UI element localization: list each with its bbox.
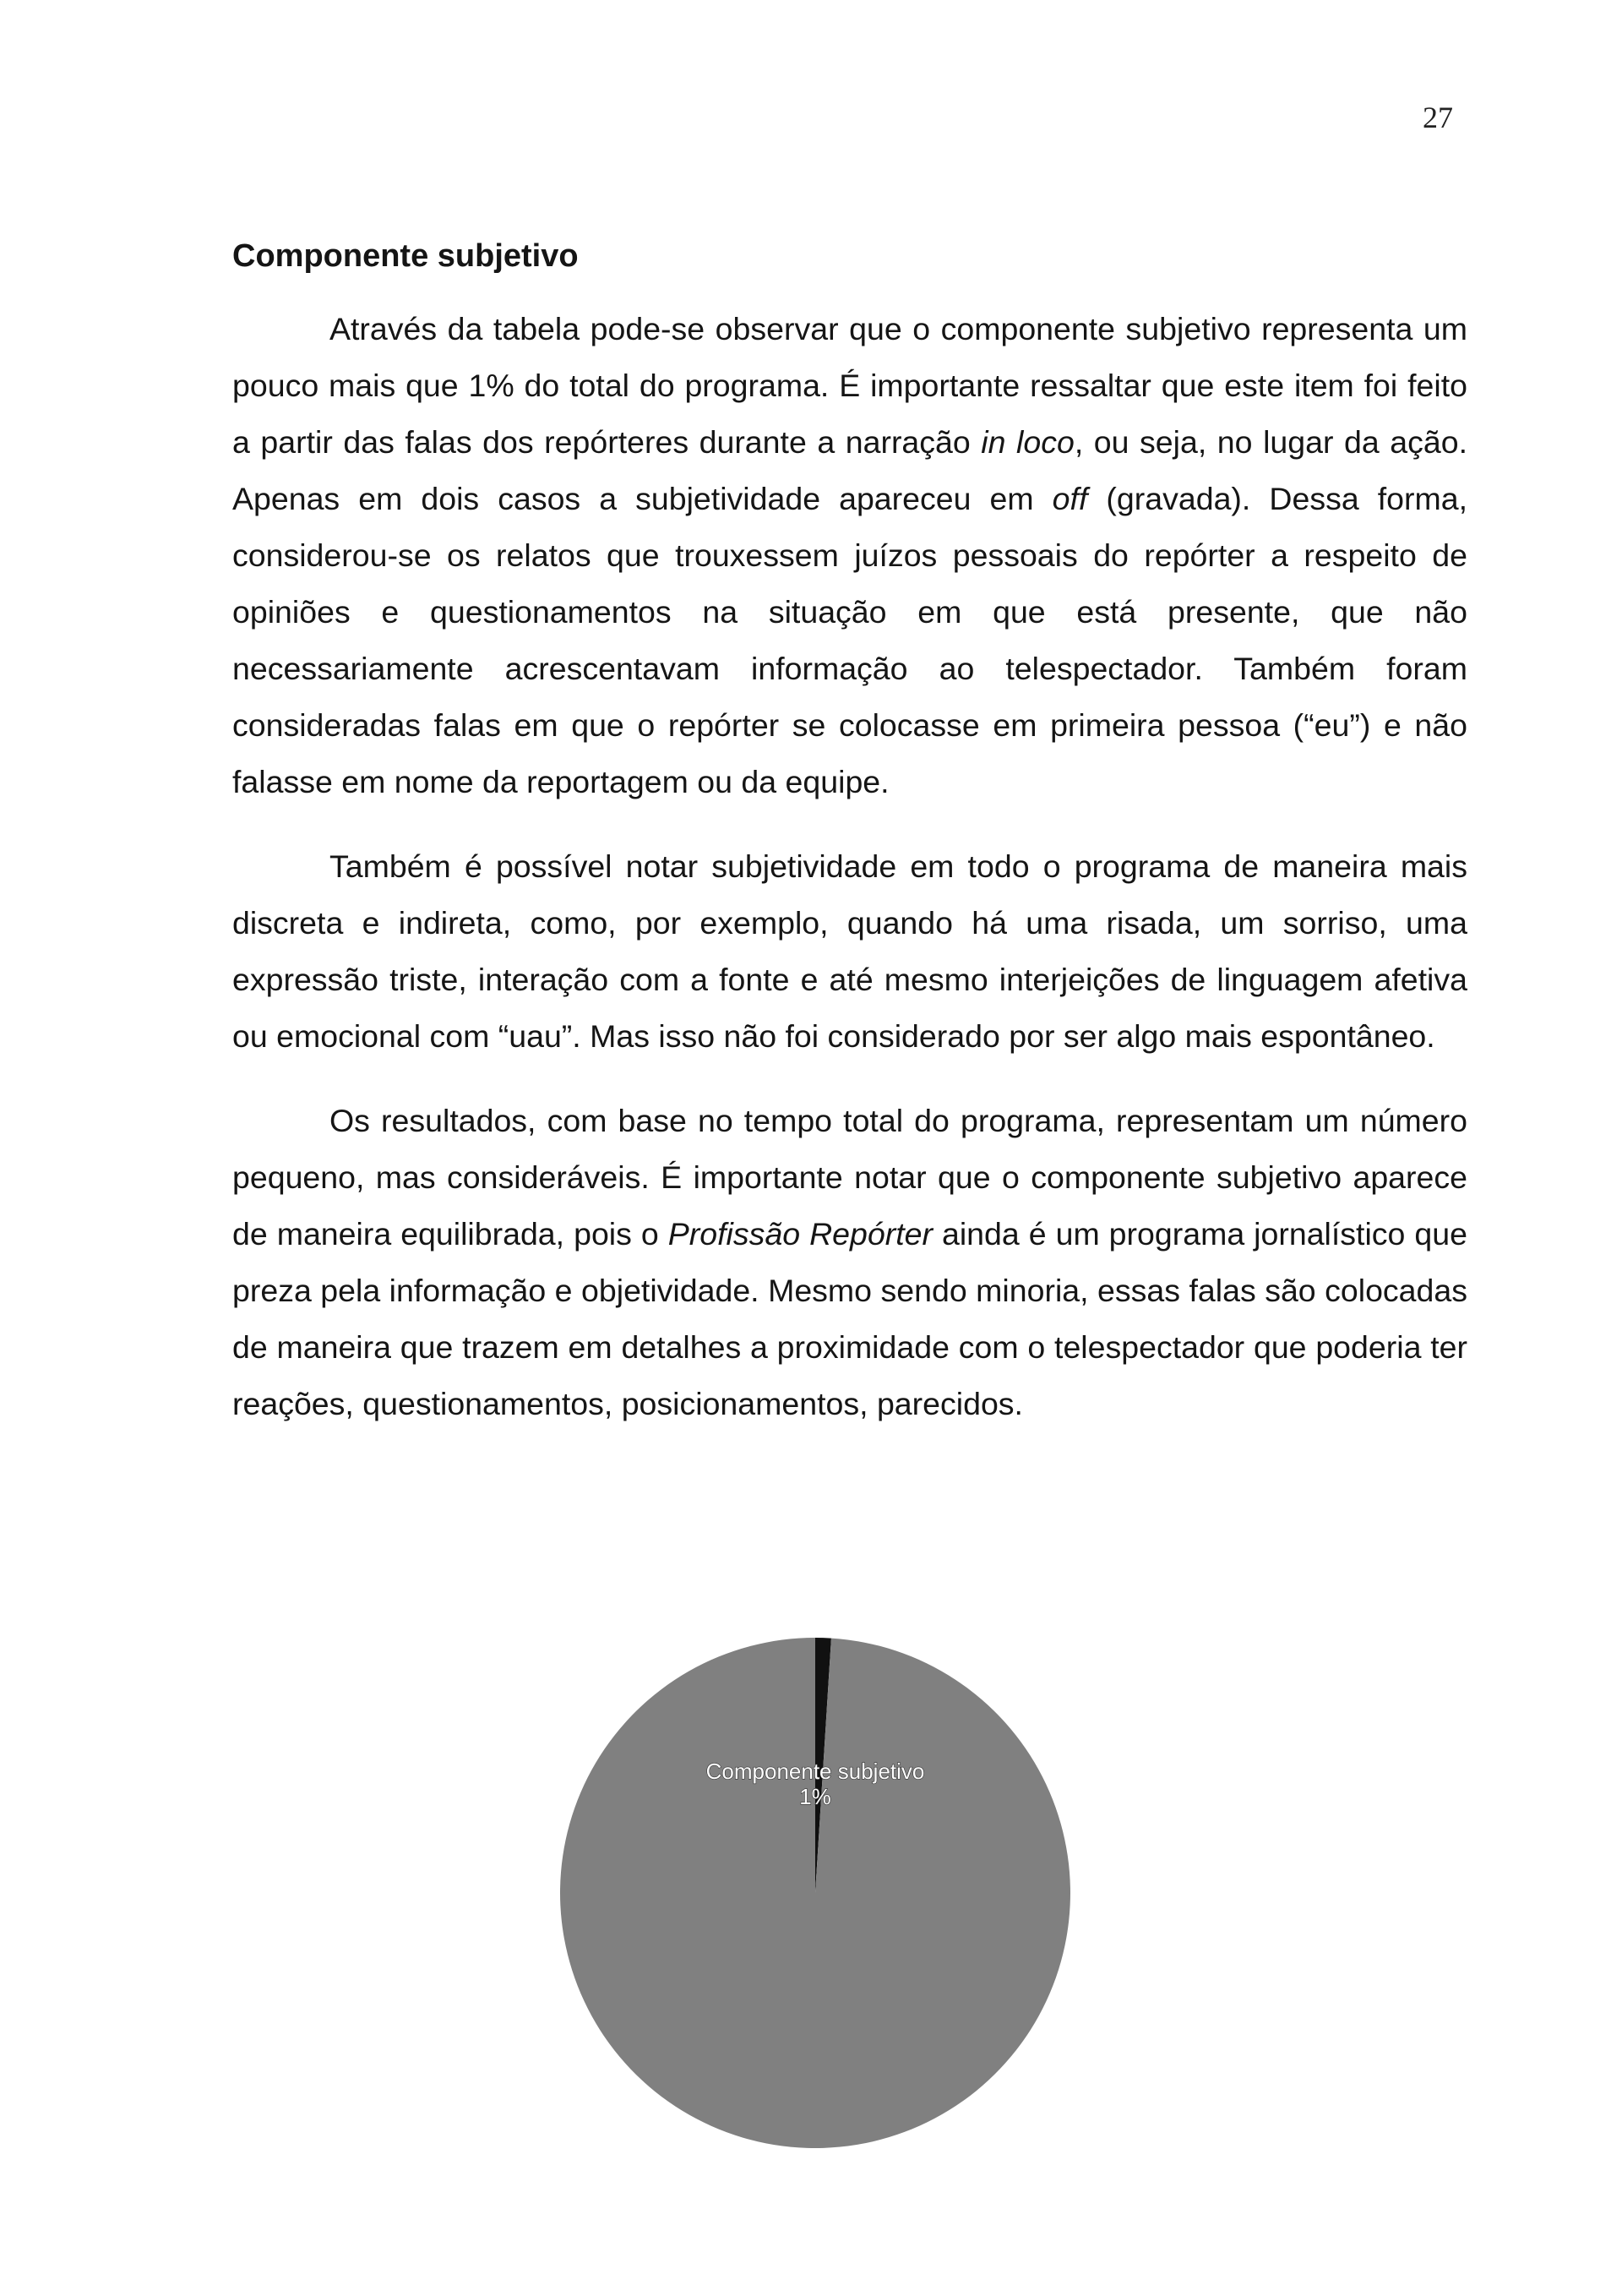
pie-chart-svg — [553, 1631, 1077, 2155]
pie-slice-remainder — [560, 1638, 1070, 2148]
page-number: 27 — [1423, 101, 1453, 134]
section-heading: Componente subjetivo — [232, 238, 579, 274]
text-segment: Através da tabela pode-se observar que o componente subjetivo representa um pouco mais que 1% do total do programa. É importante ressaltar que este item foi feito a partir das falas dos repórteres durante a narração — [232, 311, 1467, 460]
text-segment: , ou seja, no lugar da ação. Apenas em dois casos a subjetividade apareceu em — [232, 424, 1467, 516]
paragraph-1 — [232, 301, 1467, 810]
document-body — [232, 228, 1467, 1460]
text-segment: Os resultados, com base no tempo total do programa, representam um número pequeno, mas consideráveis. É importante notar que o componente subjetivo aparece de maneira equilibrada, pois o — [232, 1103, 1467, 1252]
italic-term: in loco — [981, 424, 1075, 460]
italic-term: Profissão Repórter — [667, 1216, 933, 1252]
paragraph-3 — [232, 1093, 1467, 1432]
italic-term: off — [1052, 481, 1088, 516]
text-segment: ainda é um programa jornalístico que preza pela informação e objetividade. Mesmo sendo minoria, essas falas são colocadas de maneira que trazem em detalhes a proximidade com o telespectador que poderia ter reações, questionamentos, posicionamentos, parecidos. — [232, 1216, 1467, 1421]
pie-slice-label: Componente subjetivo — [705, 1759, 925, 1784]
pie-chart — [553, 1631, 1077, 2155]
paragraph-2 — [232, 838, 1467, 1065]
pie-slice-value-label: 1% — [799, 1784, 831, 1809]
paragraphs-container — [232, 301, 1467, 1432]
text-segment: Também é possível notar subjetividade em todo o programa de maneira mais discreta e indireta, como, por exemplo, quando há uma risada, um sorriso, uma expressão triste, interação com a fonte e até mesmo interjeições de linguagem afetiva ou emocional com “uau”. Mas isso não foi considerado por ser algo mais espontâneo. — [232, 848, 1467, 1054]
text-segment: (gravada). Dessa forma, considerou-se os relatos que trouxessem juízos pessoais do repórter a respeito de opiniões e questionamentos na situação em que está presente, que não necessariamente acrescentavam informação ao telespectador. Também foram consideradas falas em que o repórter se colocasse em primeira pessoa (“eu”) e não falasse em nome da reportagem ou da equipe. — [232, 481, 1468, 799]
